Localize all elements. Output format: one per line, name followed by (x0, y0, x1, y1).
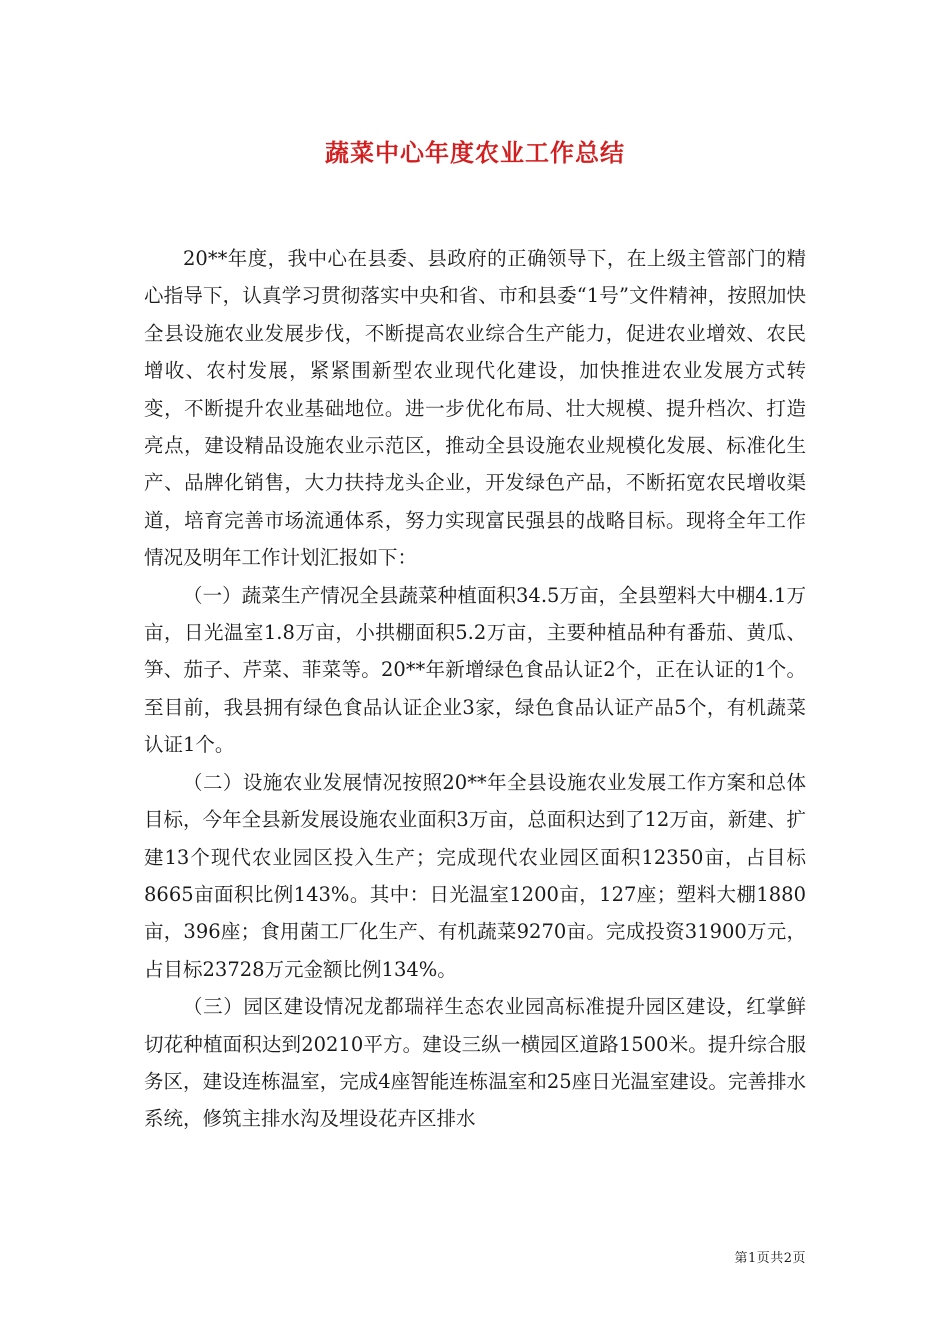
paragraph-facility-agriculture: （二）设施农业发展情况按照20**年全县设施农业发展工作方案和总体目标，今年全县新发展设施农业面积3万亩，总面积达到了12万亩，新建、扩建13个现代农业园区投入生产；完成现代农业园区面积12350亩，占目标8665亩面积比例143%。其中：日光温室1200亩，127座；塑料大棚1880亩，396座；食用菌工厂化生产、有机蔬菜9270亩。完成投资31900万元，占目标23728万元金额比例134%。 (144, 770, 806, 981)
paragraph-vegetable-production: （一）蔬菜生产情况全县蔬菜种植面积34.5万亩，全县塑料大中棚4.1万亩，日光温室1.8万亩，小拱棚面积5.2万亩，主要种植品种有番茄、黄瓜、笋、茄子、芹菜、菲菜等。20**年新增绿色食品认证2个，正在认证的1个。至目前，我县拥有绿色食品认证企业3家，绿色食品认证产品5个，有机蔬菜认证1个。 (144, 583, 806, 757)
document-body (144, 240, 806, 1138)
document-title: 蔬菜中心年度农业工作总结 (325, 138, 625, 167)
paragraph-park-construction: （三）园区建设情况龙都瑞祥生态农业园高标准提升园区建设，红掌鲜切花种植面积达到20210平方。建设三纵一横园区道路1500米。提升综合服务区，建设连栋温室，完成4座智能连栋温室和25座日光温室建设。完善排水系统，修筑主排水沟及埋设花卉区排水 (144, 995, 806, 1131)
paragraph-intro: 20**年度，我中心在县委、县政府的正确领导下，在上级主管部门的精心指导下，认真学习贯彻落实中央和省、市和县委“1号”文件精神，按照加快全县设施农业发展步伐，不断提高农业综合生产能力，促进农业增效、农民增收、农村发展，紧紧围新型农业现代化建设，加快推进农业发展方式转变，不断提升农业基础地位。进一步优化布局、壮大规模、提升档次、打造亮点，建设精品设施农业示范区，推动全县设施农业规模化发展、标准化生产、品牌化销售，大力扶持龙头企业，开发绿色产品，不断拓宽农民增收渠道，培育完善市场流通体系，努力实现富民强县的战略目标。现将全年工作情况及明年工作计划汇报如下： (144, 247, 806, 570)
page-number: 第1页共2页 (734, 1251, 806, 1266)
